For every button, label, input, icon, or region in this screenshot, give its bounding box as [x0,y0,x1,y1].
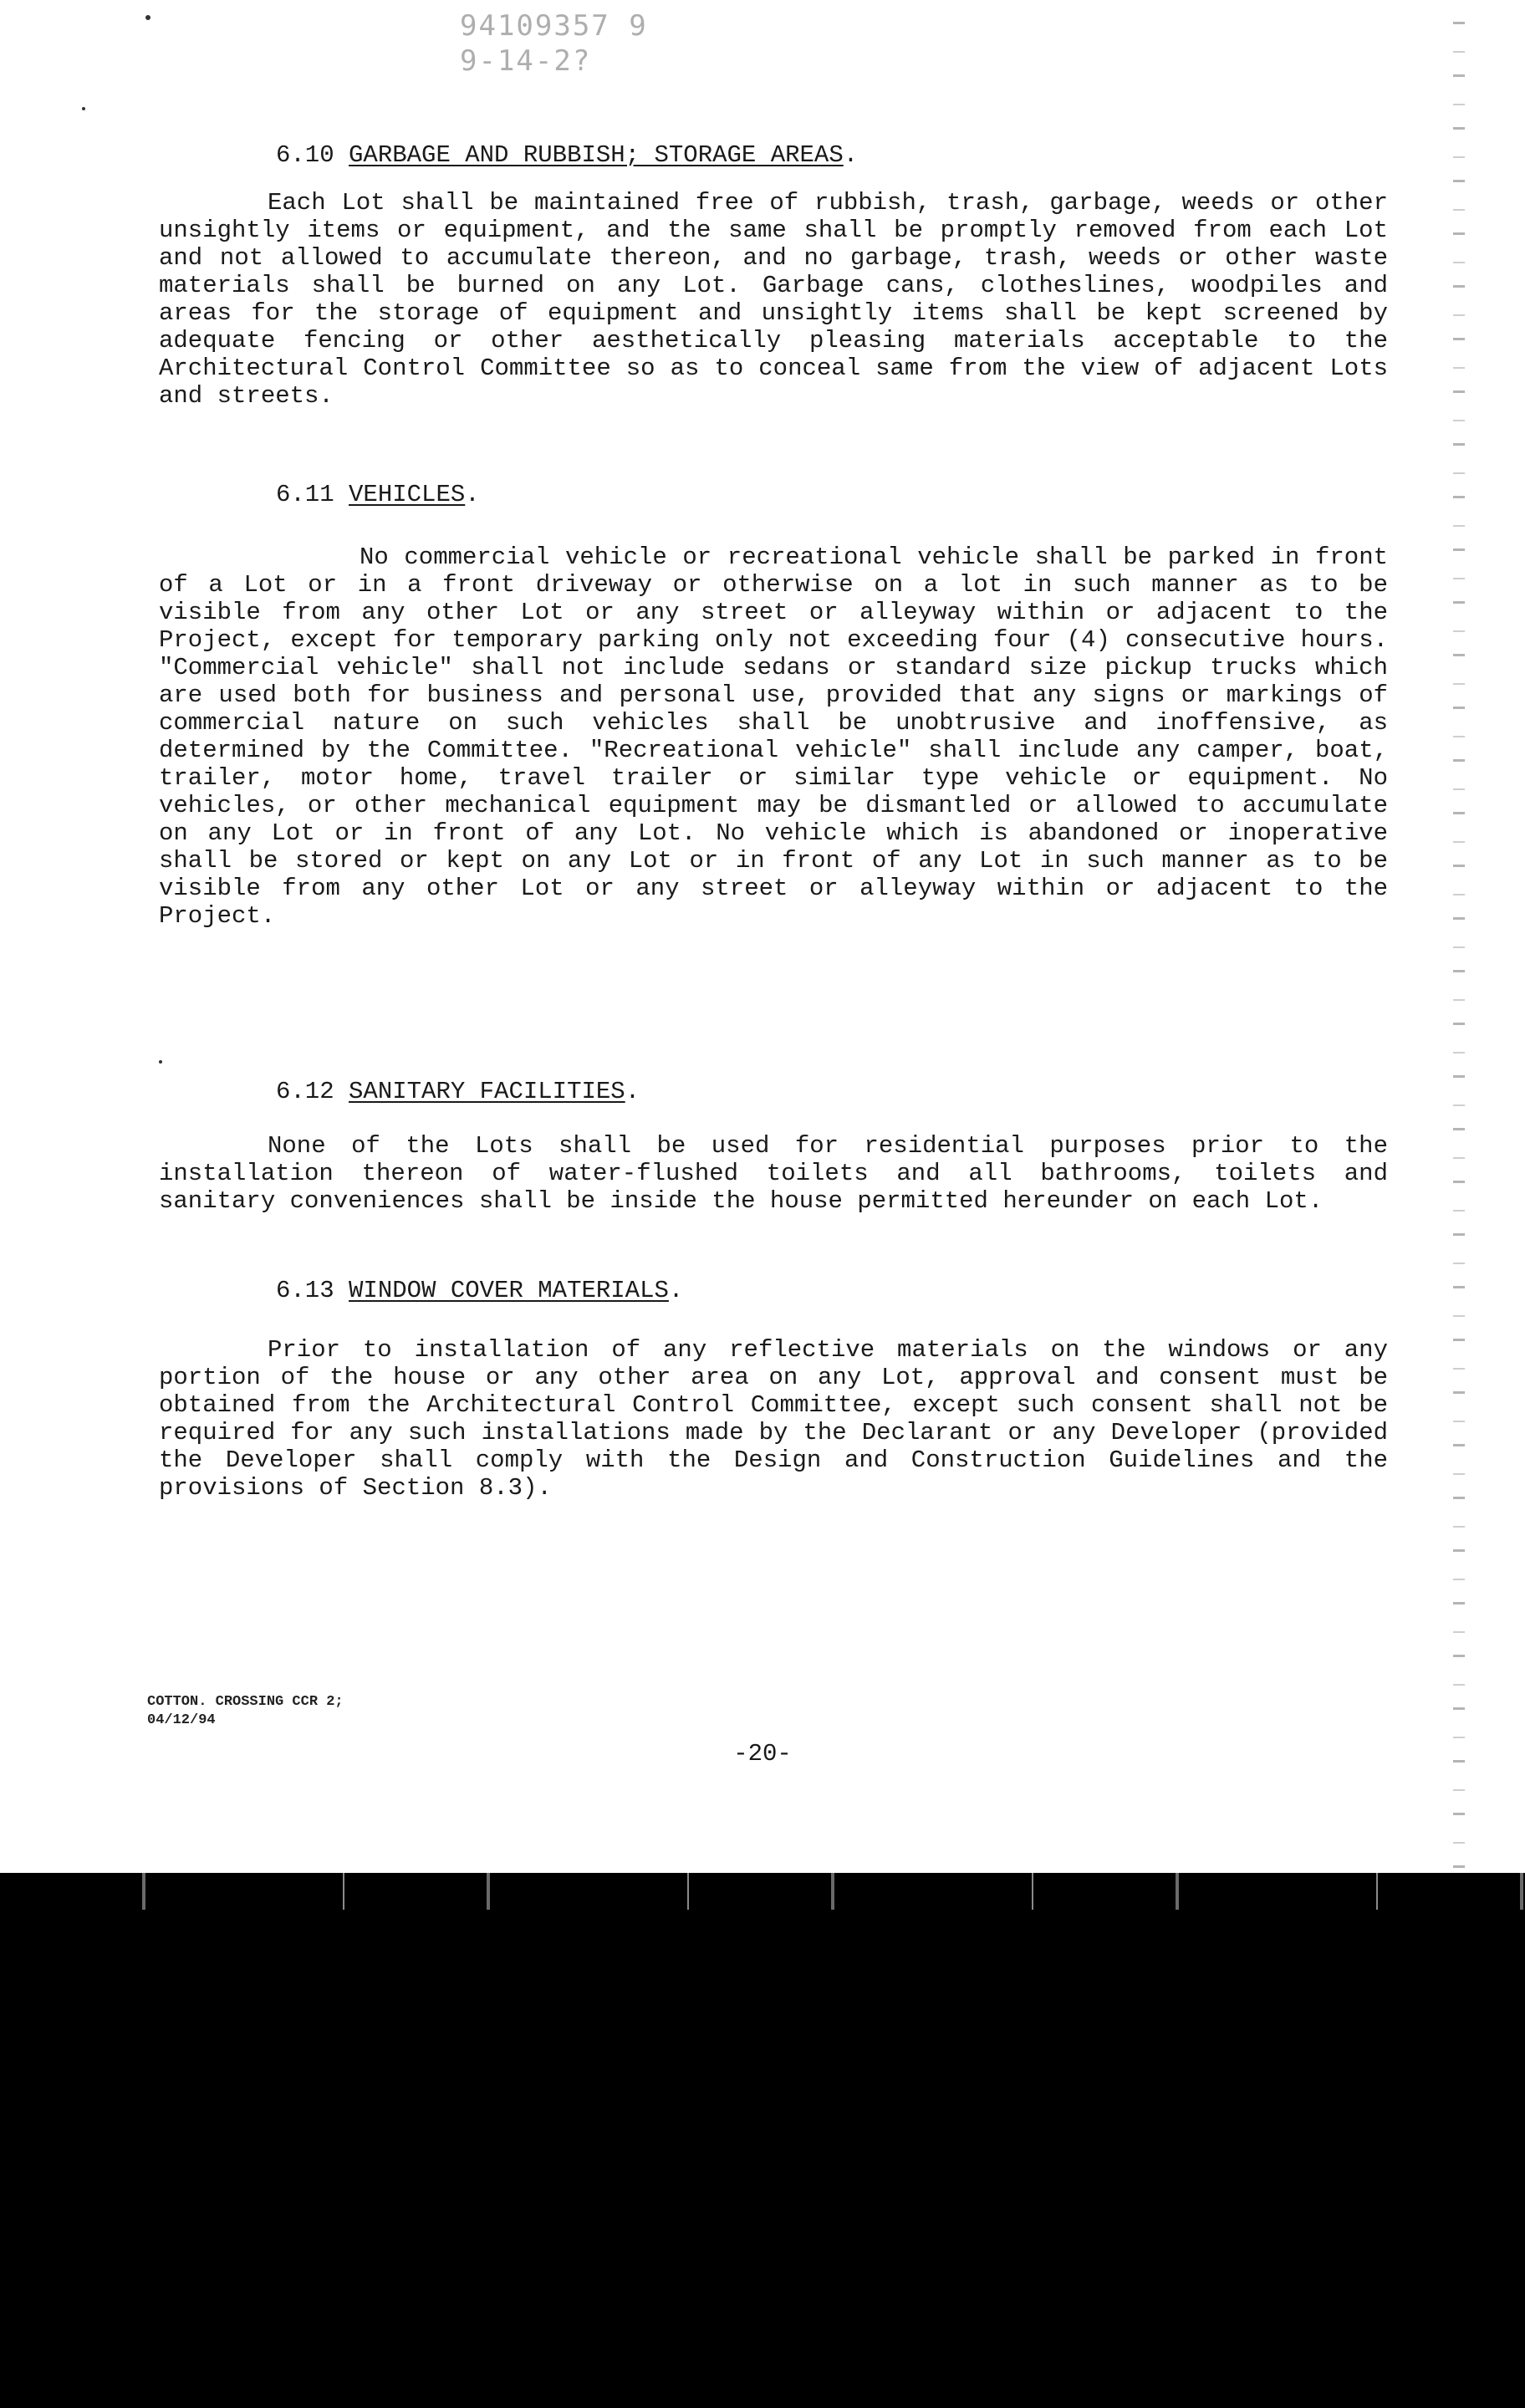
recording-stamp-line-2: 9-14-2? [460,44,592,78]
section-heading [159,480,1388,510]
document-id [147,1693,344,1730]
section-title-trail: . [625,1078,640,1105]
section-heading [159,140,1388,171]
recording-stamp [460,8,648,79]
section-number: 6.12 [276,1078,334,1105]
page-number: -20- [733,1740,792,1768]
section-title-trail: . [843,141,859,169]
scan-edge-marks [1453,0,1465,1873]
scan-speck [159,1060,162,1064]
scan-black-band [0,1873,1525,2408]
section-heading [159,1077,1388,1107]
section-heading [159,1276,1388,1306]
section-title: SANITARY FACILITIES [349,1078,625,1105]
section-6-10 [159,140,1388,410]
scan-band-marks [0,1873,1525,1910]
section-number: 6.10 [276,141,334,169]
section-6-11 [159,480,1388,930]
scan-speck [82,107,85,110]
section-title: WINDOW COVER MATERIALS [349,1277,669,1304]
recording-stamp-line-1: 94109357 9 [460,9,648,43]
section-6-12 [159,1077,1388,1215]
section-number: 6.11 [276,481,334,508]
section-body: None of the Lots shall be used for residential purposes prior to the installation thereon of water-flushed toilets and all bathrooms, toilets and sanitary conveniences shall be inside the house permitted hereunder on each Lot. [159,1132,1388,1215]
section-body: No commercial vehicle or recreational vehicle shall be parked in front of a Lot or in a front driveway or otherwise on a lot in such manner as to be visible from any other Lot or any street or alleyway within or adjacent to the Project, except for temporary parking only not exceeding four (4) consecutive hours. "Commercial vehicle" shall not include sedans or standard size pickup trucks which are used both for business and personal use, provided that any signs or markings of commercial nature on such vehicles shall be unobtrusive and inoffensive, as determined by the Committee. "Recreational vehicle" shall include any camper, boat, trailer, motor home, travel trailer or similar type vehicle or equipment. No vehicles, or other mechanical equipment may be dismantled or allowed to accumulate on any Lot or in front of any Lot. No vehicle which is abandoned or inoperative shall be stored or kept on any Lot or in front of any Lot in such manner as to be visible from any other Lot or any street or alleyway within or adjacent to the Project. [159,543,1388,930]
section-6-13 [159,1276,1388,1502]
section-title: VEHICLES [349,481,466,508]
section-body: Each Lot shall be maintained free of rubbish, trash, garbage, weeds or other unsightly items or equipment, and the same shall be promptly removed from each Lot and not allowed to accumulate thereon, and no garbage, trash, weeds or other waste materials shall be burned on any Lot. Garbage cans, clotheslines, woodpiles and areas for the storage of equipment and unsightly items shall be kept screened by adequate fencing or other aesthetically pleasing materials acceptable to the Architectural Control Committee so as to conceal same from the view of adjacent Lots and streets. [159,189,1388,410]
section-number: 6.13 [276,1277,334,1304]
document-id-line-1: COTTON. CROSSING CCR 2; [147,1694,344,1710]
section-title-trail: . [465,481,480,508]
section-title-trail: . [668,1277,684,1304]
section-body: Prior to installation of any reflective materials on the windows or any portion of the house or any other area on any Lot, approval and consent must be obtained from the Architectural Control Committee, except such consent shall not be required for any such installations made by the Declarant or any Developer (provided the Developer shall comply with the Design and Construction Guidelines and the provisions of Section 8.3). [159,1336,1388,1502]
scan-speck [145,15,150,20]
document-id-line-2: 04/12/94 [147,1712,216,1728]
section-title: GARBAGE AND RUBBISH; STORAGE AREAS [349,141,844,169]
